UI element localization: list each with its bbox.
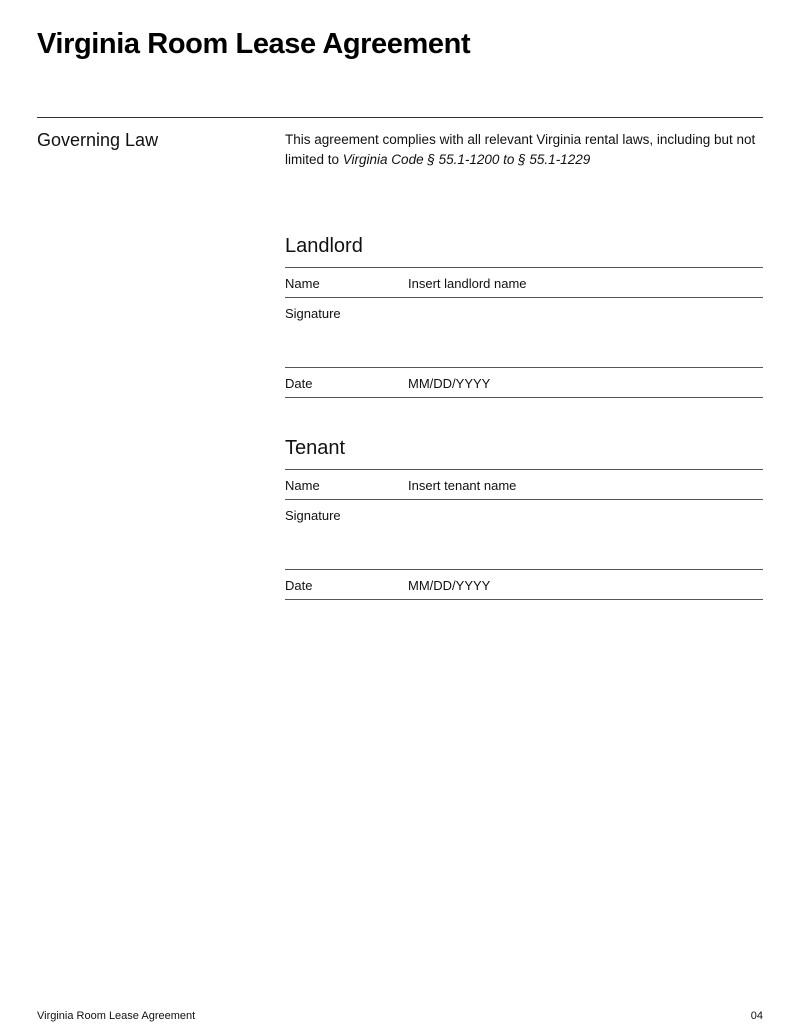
tenant-date-row: [285, 569, 763, 600]
tenant-heading: Tenant: [285, 437, 346, 459]
governing-law-text: [285, 130, 763, 170]
landlord-date-label: Date: [285, 376, 313, 391]
page-title: Virginia Room Lease Agreement: [37, 28, 471, 60]
landlord-signature-label: Signature: [285, 306, 341, 321]
tenant-signature-row[interactable]: [285, 499, 763, 569]
landlord-heading: Landlord: [285, 235, 363, 257]
tenant-signature-label: Signature: [285, 508, 341, 523]
governing-law-label: Governing Law: [37, 130, 159, 150]
landlord-block: [285, 232, 763, 398]
tenant-name-label: Name: [285, 478, 320, 493]
tenant-block: [285, 434, 763, 600]
footer-doc-title: Virginia Room Lease Agreement: [37, 1010, 196, 1022]
section-divider: [37, 117, 763, 118]
landlord-name-field[interactable]: Insert landlord name: [408, 276, 527, 291]
landlord-name-row: [285, 267, 763, 297]
footer-page-number: 04: [750, 1010, 763, 1022]
governing-law-lead: This agreement complies with all relevant Virginia rental laws, including but not limited to: [285, 132, 756, 167]
governing-law-citation: Virginia Code § 55.1-1200 to § 55.1-1229: [342, 152, 591, 167]
tenant-name-row: [285, 469, 763, 499]
tenant-date-field[interactable]: MM/DD/YYYY: [408, 578, 491, 593]
landlord-name-label: Name: [285, 276, 320, 291]
landlord-signature-row[interactable]: [285, 297, 763, 367]
tenant-name-field[interactable]: Insert tenant name: [408, 478, 517, 493]
tenant-date-label: Date: [285, 578, 313, 593]
landlord-date-row: [285, 367, 763, 398]
landlord-date-field[interactable]: MM/DD/YYYY: [408, 376, 491, 391]
